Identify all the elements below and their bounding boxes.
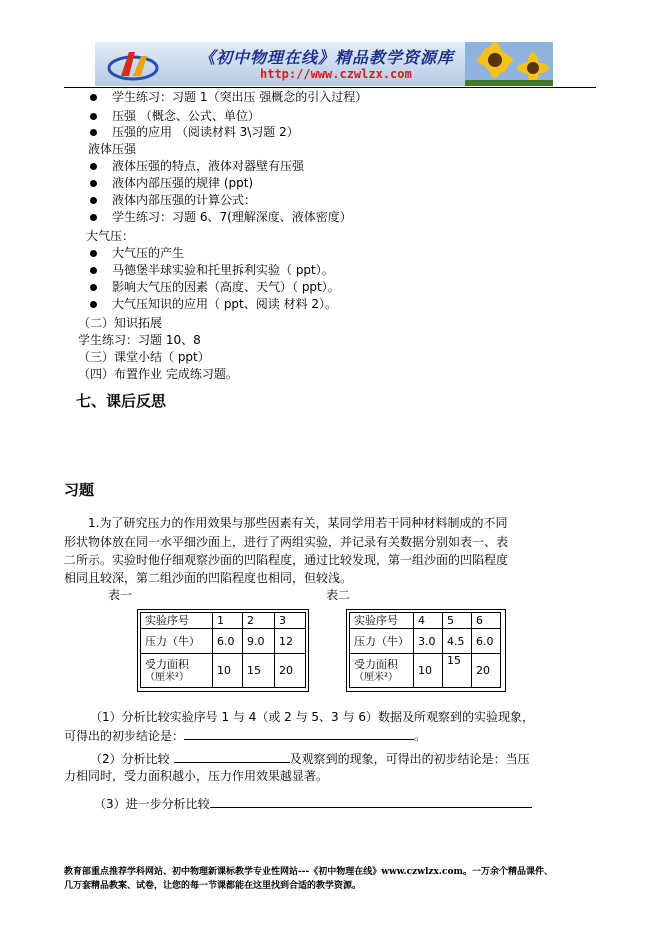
outline-line: （二）知识拓展: [78, 316, 163, 330]
table1-cell: 3: [275, 613, 306, 629]
outline-item: 学生练习：习题 6、7(理解深度、液体密度）: [112, 210, 352, 224]
outline-item: 马德堡半球实验和托里拆利实验（ ppt）。: [112, 263, 334, 277]
problem-text: 相同且较深，第二组沙面的凹陷程度也相同，但较浅。: [64, 571, 353, 585]
table1-header: 压力（牛）: [141, 629, 213, 654]
outline-item: 影响大气压的因素（高度、天气）（ ppt）。: [112, 280, 340, 294]
bullet-dot: [90, 163, 97, 170]
area-label: 受力面积: [354, 657, 398, 671]
table1-cell: 2: [243, 613, 275, 629]
table1-cell: 20: [275, 654, 306, 688]
question-1: （1）分析比较实验序号 1 与 4（或 2 与 5、3 与 6）数据及所观察到的实验现象，: [90, 710, 534, 724]
answer-blank[interactable]: [210, 795, 532, 808]
question-1-line2: [64, 727, 426, 744]
table1: [140, 612, 306, 688]
table1-cell: 9.0: [243, 629, 275, 654]
question-2-lead: （2）分析比较: [90, 752, 170, 766]
section-heading-reflection: 七、课后反思: [76, 392, 167, 410]
exercise-heading: 习题: [64, 481, 95, 499]
area-unit: （厘米²）: [354, 671, 399, 683]
table2-cell: 4.5: [443, 629, 472, 654]
table1-cell: 10: [213, 654, 243, 688]
outline-item: 液体压强的特点，液体对器壁有压强: [112, 159, 305, 173]
question-2-line2: 力相同时，受力面积越小，压力作用效果越显著。: [64, 769, 329, 783]
outline-item: 学生练习：习题 1（突出压 强概念的引入过程）: [112, 90, 368, 104]
table2-header: 压力（牛）: [350, 629, 414, 654]
question-2: [90, 750, 530, 767]
area-label: 受力面积: [145, 657, 189, 671]
bullet-dot: [90, 197, 97, 204]
footer-line: 几万套精品教案、试卷，让您的每一节课都能在这里找到合适的教学资源。: [64, 881, 362, 891]
bullet-dot: [90, 113, 97, 120]
table2-cell: 4: [414, 613, 443, 629]
question-1-prompt: 可得出的初步结论是：: [64, 729, 185, 743]
area-unit: （厘米²）: [145, 671, 190, 683]
banner-title: 《初中物理在线》精品教学资源库: [199, 48, 455, 67]
outline-item: 大气压的产生: [112, 246, 185, 260]
bullet-dot: [90, 180, 97, 187]
answer-blank[interactable]: [174, 750, 290, 763]
bullet-dot: [90, 301, 97, 308]
problem-text: 二所示。实验时他仔细观察沙面的凹陷程度，通过比较发现，第一组沙面的凹陷程度: [64, 553, 509, 567]
bullet-dot: [90, 267, 97, 274]
table2-header: 实验序号: [350, 613, 414, 629]
sunflower-icon: [465, 42, 553, 86]
banner-url[interactable]: http://www.czwlzx.com: [260, 67, 412, 81]
question-3-lead: （3）进一步分析比较: [94, 797, 210, 811]
table2-header: [350, 654, 414, 688]
table1-cell: 12: [275, 629, 306, 654]
table1-cell: 6.0: [213, 629, 243, 654]
table2-cell: 5: [443, 613, 472, 629]
outline-item: 大气压知识的应用（ ppt、阅读 材料 2）。: [112, 297, 338, 311]
table1-cell: 1: [213, 613, 243, 629]
table2-cell: 15: [443, 654, 472, 688]
table2-cell: 10: [414, 654, 443, 688]
table2-cell: 6.0: [472, 629, 501, 654]
table1-header: 实验序号: [141, 613, 213, 629]
outline-line: （三）课堂小结（ ppt）: [78, 350, 210, 364]
site-logo-icon: [107, 46, 159, 82]
bullet-dot: [90, 284, 97, 291]
footer-line: 教育部重点推荐学科网站、初中物理新课标教学专业性网站---《初中物理在线》www.czwlzx.com。一万余个精品课件、: [64, 867, 554, 877]
bullet-dot: [90, 214, 97, 221]
header-rule: [64, 87, 596, 88]
question-2-tail: 及观察到的现象，可得出的初步结论是：当压: [289, 752, 530, 766]
outline-item: 压强 （概念、公式、单位）: [112, 109, 260, 123]
table2-cell: 3.0: [414, 629, 443, 654]
problem-text: 1.为了研究压力的作用效果与那些因素有关，某同学用若干同种材料制成的不同: [88, 516, 508, 530]
bullet-dot: [90, 129, 97, 136]
table1-cell: 15: [243, 654, 275, 688]
outline-item: 液体内部压强的计算公式：: [112, 193, 257, 207]
table2-caption: 表二: [326, 588, 351, 602]
question-3: [94, 795, 532, 812]
outline-line: （四）布置作业 完成练习题。: [78, 367, 238, 381]
problem-text: 形状物体放在同一水平细沙面上，进行了两组实验，并记录有关数据分别如表一、表: [64, 535, 509, 549]
question-1-end: 。: [414, 729, 427, 743]
subheading-atmospheric-pressure: 大气压：: [86, 229, 135, 243]
table2-cell: 6: [472, 613, 501, 629]
bullet-dot: [90, 94, 97, 101]
table2-cell: 20: [472, 654, 501, 688]
table1-caption: 表一: [108, 588, 133, 602]
table1-header: [141, 654, 213, 688]
answer-blank[interactable]: [184, 727, 414, 740]
outline-line: 学生练习：习题 10、8: [78, 333, 201, 347]
outline-item: 液体内部压强的规律 (ppt): [112, 176, 254, 190]
table2: [349, 612, 501, 688]
bullet-dot: [90, 250, 97, 257]
header-banner: [95, 42, 553, 86]
outline-item: 压强的应用 （阅读材料 3\习题 2）: [112, 125, 299, 139]
subheading-liquid-pressure: 液体压强: [88, 142, 137, 156]
